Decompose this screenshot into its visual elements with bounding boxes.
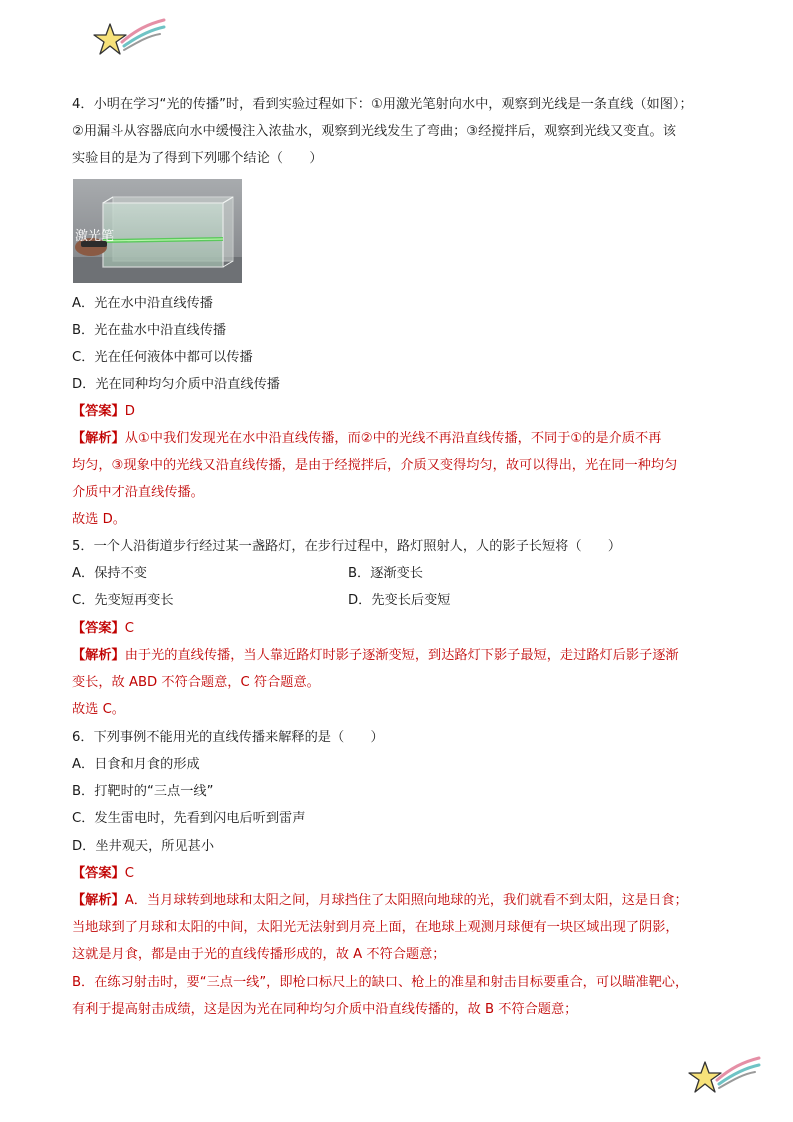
laser-tank-figure: [73, 179, 242, 283]
q4-analysis-line-3: 介质中才沿直线传播。: [72, 485, 204, 500]
analysis-text: 由于光的直线传播，当人靠近路灯时影子逐渐变短，到达路灯下影子最短，走过路灯后影子逐渐: [124, 648, 679, 663]
q5-conclusion: 故选 C。: [72, 702, 125, 717]
q5-analysis-line-2: 变长，故 ABD 不符合题意，C 符合题意。: [72, 675, 320, 690]
q4-option-c: C．光在任何液体中都可以传播: [72, 350, 253, 365]
q4-stem-line-3: 实验目的是为了得到下列哪个结论（ ）: [72, 151, 323, 166]
shooting-star-icon: [88, 14, 166, 60]
q4-stem-line-2: ②用漏斗从容器底向水中缓慢注入浓盐水，观察到光线发生了弯曲；③经搅拌后，观察到光线又变直。该: [72, 124, 676, 139]
q6-option-b: B．打靶时的“三点一线”: [72, 784, 214, 799]
q6-answer: [72, 864, 732, 884]
q6-option-a: A．日食和月食的形成: [72, 757, 200, 772]
q6-stem: 6．下列事例不能用光的直线传播来解释的是（ ）: [72, 730, 384, 745]
q5-option-c: C．先变短再变长: [72, 593, 174, 608]
q6-option-d: D．坐井观天，所见甚小: [72, 839, 215, 854]
analysis-tag: 【解析】: [72, 648, 125, 663]
analysis-tag: 【解析】: [72, 431, 125, 446]
q5-stem: 5．一个人沿街道步行经过某一盏路灯，在步行过程中，路灯照射人，人的影子长短将（ ）: [72, 539, 622, 554]
figure-label: 激光笔: [75, 229, 115, 244]
q6-analysis-line-5: 有利于提高射击成绩，这是因为光在同种均匀介质中沿直线传播的，故 B 不符合题意；: [72, 1002, 578, 1017]
q5-option-a: A．保持不变: [72, 566, 147, 581]
q5-analysis-line-1: [72, 646, 732, 666]
q4-stem-line-1: 4．小明在学习“光的传播”时，看到实验过程如下：①用激光笔射向水中，观察到光线是一条直线（如图）；: [72, 97, 693, 112]
shooting-star-icon: [683, 1052, 761, 1098]
q4-analysis-line-1: [72, 429, 732, 449]
q4-option-b: B．光在盐水中沿直线传播: [72, 323, 227, 338]
analysis-text: 从①中我们发现光在水中沿直线传播，而②中的光线不再沿直线传播，不同于①的是介质不再: [124, 431, 662, 446]
answer-value: D: [124, 404, 135, 419]
answer-tag: 【答案】: [72, 404, 125, 419]
q4-option-d: D．光在同种均匀介质中沿直线传播: [72, 377, 280, 392]
q6-analysis-line-3: 这就是月食，都是由于光的直线传播形成的，故 A 不符合题意；: [72, 947, 446, 962]
q5-option-b: B．逐渐变长: [348, 566, 423, 581]
q5-answer: [72, 619, 732, 639]
q6-option-c: C．发生雷电时，先看到闪电后听到雷声: [72, 811, 306, 826]
q4-analysis-line-2: 均匀，③现象中的光线又沿直线传播，是由于经搅拌后，介质又变得均匀，故可以得出，光在同一种均匀: [72, 458, 678, 473]
q5-option-d: D．先变长后变短: [348, 593, 451, 608]
q4-conclusion: 故选 D。: [72, 512, 126, 527]
q4-option-a: A．光在水中沿直线传播: [72, 296, 213, 311]
q4-answer: [72, 402, 732, 422]
q6-analysis-line-1: [72, 891, 732, 911]
q6-analysis-line-4: B．在练习射击时，要“三点一线”，即枪口标尺上的缺口、枪上的准星和射击目标要重合，可以瞄准靶心，: [72, 975, 689, 990]
answer-value: C: [124, 866, 134, 881]
answer-tag: 【答案】: [72, 621, 125, 636]
analysis-tag: 【解析】: [72, 893, 125, 908]
q6-analysis-line-2: 当地球到了月球和太阳的中间，太阳光无法射到月亮上面，在地球上观测月球便有一块区域出现了阴影，: [72, 920, 679, 935]
answer-value: C: [124, 621, 134, 636]
analysis-text: A．当月球转到地球和太阳之间，月球挡住了太阳照向地球的光，我们就看不到太阳，这是日食；: [124, 893, 688, 908]
answer-tag: 【答案】: [72, 866, 125, 881]
